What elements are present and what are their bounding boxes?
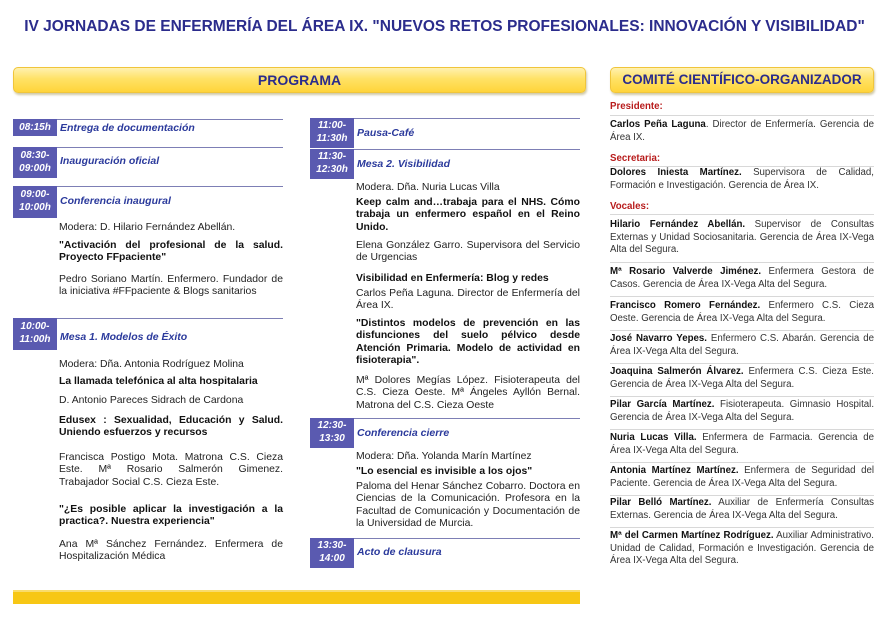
talk-title: "Activación del profesional de la salud. Proyecto FFpaciente": [59, 240, 283, 264]
member-vocal: Mª del Carmen Martínez Rodríguez. Auxiliar Administrativo. Unidad de Calidad, Formación e Investigación. Gerencia de Área IX-Vega Alta del Segura.: [610, 530, 874, 567]
moderator: Modera. Dña. Nuria Lucas Villa: [356, 182, 500, 193]
session-label: Entrega de documentación: [60, 122, 195, 134]
session-time: 12:30-13:30: [310, 418, 354, 448]
divider: [610, 115, 874, 116]
session-label: Acto de clausura: [357, 546, 442, 558]
talk-title: "¿Es posible aplicar la investigación a la practica?. Nuestra experiencia": [59, 504, 283, 528]
session-label: Pausa-Café: [357, 127, 415, 139]
speaker: D. Antonio Pareces Sidrach de Cardona: [59, 395, 244, 406]
divider: [610, 262, 874, 263]
talk-title: La llamada telefónica al alta hospitalaria: [59, 376, 258, 387]
speaker: Ana Mª Sánchez Fernández. Enfermera de Hospitalización Médica: [59, 539, 283, 563]
page-title: IV JORNADAS DE ENFERMERÍA DEL ÁREA IX. "NUEVOS RETOS PROFESIONALES: INNOVACIÓN Y VISIBILIDAD": [24, 18, 865, 35]
session-time: 09:00-10:00h: [13, 186, 57, 218]
divider: [610, 296, 874, 297]
divider: [610, 527, 874, 528]
session-time: 11:30-12:30h: [310, 149, 354, 179]
session-time: 08:15h: [13, 119, 57, 136]
session-time: 08:30-09:00h: [13, 147, 57, 178]
speaker: Paloma del Henar Sánchez Cobarro. Doctora en Ciencias de la Comunicación. Profesora en la Facultad de Comunicación y Documentación de la Universidad de Murcia.: [356, 481, 580, 530]
talk-title: Edusex : Sexualidad, Educación y Salud. Uniendo esfuerzos y recursos: [59, 415, 283, 439]
comite-header: COMITÉ CIENTÍFICO-ORGANIZADOR: [610, 67, 874, 93]
session-label: Mesa 1. Modelos de Éxito: [60, 331, 188, 343]
speaker: Mª Dolores Megías López. Fisioterapeuta del C.S. Cieza Oeste. Mª Ángeles Ayllón Bernal. Matrona del C.S. Cieza Oeste: [356, 375, 580, 411]
divider: [610, 462, 874, 463]
divider: [610, 429, 874, 430]
member-vocal: Mª Rosario Valverde Jiménez. Enfermera Gestora de Casos. Gerencia de Área IX-Vega Alta del Segura.: [610, 266, 874, 290]
session-label: Mesa 2. Visibilidad: [357, 158, 450, 170]
divider: [610, 214, 874, 215]
member-vocal: Pilar García Martínez. Fisioterapeuta. Gimnasio Hospital. Gerencia de Área IX-Vega Alta del Segura.: [610, 399, 875, 423]
session-label: Inauguración oficial: [60, 155, 160, 167]
moderator: Modera: Dña. Yolanda Marín Martínez: [356, 451, 532, 462]
member-vocal: Francisco Romero Fernández. Enfermero C.S. Cieza Oeste. Gerencia de Área IX-Vega Alta del Segura.: [610, 300, 874, 324]
speaker: Elena González Garro. Supervisora del Servicio de Urgencias: [356, 240, 580, 264]
session-label: Conferencia cierre: [357, 427, 450, 439]
session-time: 13:30-14:00: [310, 538, 354, 568]
talk-title: "Lo esencial es invisible a los ojos": [356, 466, 533, 477]
divider: [610, 363, 874, 364]
divider: [610, 396, 874, 397]
session-time: 11:00-11:30h: [310, 118, 354, 148]
programa-header: PROGRAMA: [13, 67, 586, 93]
member-presidente: Carlos Peña Laguna. Director de Enfermería. Gerencia de Área IX.: [610, 119, 875, 143]
member-vocal: Hilario Fernández Abellán. Supervisor de Consultas Externas y Unidad Sociosanitaria. Gerencia de Área IX-Vega Alta del Segura.: [610, 219, 875, 256]
role-vocales: Vocales:: [610, 201, 650, 212]
member-vocal: Pilar Belló Martínez. Auxiliar de Enfermería Consultas Externas. Gerencia de Área IX-Vega Alta del Segura.: [610, 497, 874, 521]
divider: [610, 330, 874, 331]
member-vocal: Antonia Martínez Martínez. Enfermera de Seguridad del Paciente. Gerencia de Área IX-Vega Alta del Segura.: [610, 465, 874, 489]
role-secretaria: Secretaria:: [610, 153, 661, 164]
speaker: Pedro Soriano Martín. Enfermero. Fundador de la iniciativa #FFpaciente & Blogs sanitarios: [59, 274, 283, 298]
member-vocal: Nuria Lucas Villa. Enfermera de Farmacia. Gerencia de Área IX-Vega Alta del Segura.: [610, 432, 874, 456]
moderator: Modera: Dña. Antonia Rodríguez Molina: [59, 359, 244, 370]
member-vocal: Joaquina Salmerón Álvarez. Enfermera C.S. Cieza Este. Gerencia de Área IX-Vega Alta del Segura.: [610, 366, 874, 390]
member-secretaria: Dolores Iniesta Martínez. Supervisora de Calidad, Formación e Investigación. Gerencia de Área IX.: [610, 167, 874, 191]
talk-title: Keep calm and…trabaja para el NHS. Cómo trabaja un enfermero español en el Reino Unido.: [356, 197, 580, 233]
role-presidente: Presidente:: [610, 101, 663, 112]
member-vocal: José Navarro Yepes. Enfermero C.S. Abarán. Gerencia de Área IX-Vega Alta del Segura.: [610, 333, 874, 357]
speaker: Francisca Postigo Mota. Matrona C.S. Cieza Este. Mª Rosario Salmerón Gimenez. Trabajador Social C.S. Cieza Este.: [59, 452, 283, 488]
footer-bar: [13, 590, 580, 604]
session-time: 10:00-11:00h: [13, 318, 57, 350]
moderator: Modera: D. Hilario Fernández Abellán.: [59, 222, 236, 233]
divider: [610, 495, 874, 496]
talk-title: Visibilidad en Enfermería: Blog y redes: [356, 273, 549, 284]
talk-title: "Distintos modelos de prevención en las disfunciones del suelo pélvico desde Atención Primaria. Modelo de actividad en fisioterapia".: [356, 318, 580, 367]
speaker: Carlos Peña Laguna. Director de Enfermería del Área IX.: [356, 288, 580, 312]
session-label: Conferencia inaugural: [60, 195, 171, 207]
